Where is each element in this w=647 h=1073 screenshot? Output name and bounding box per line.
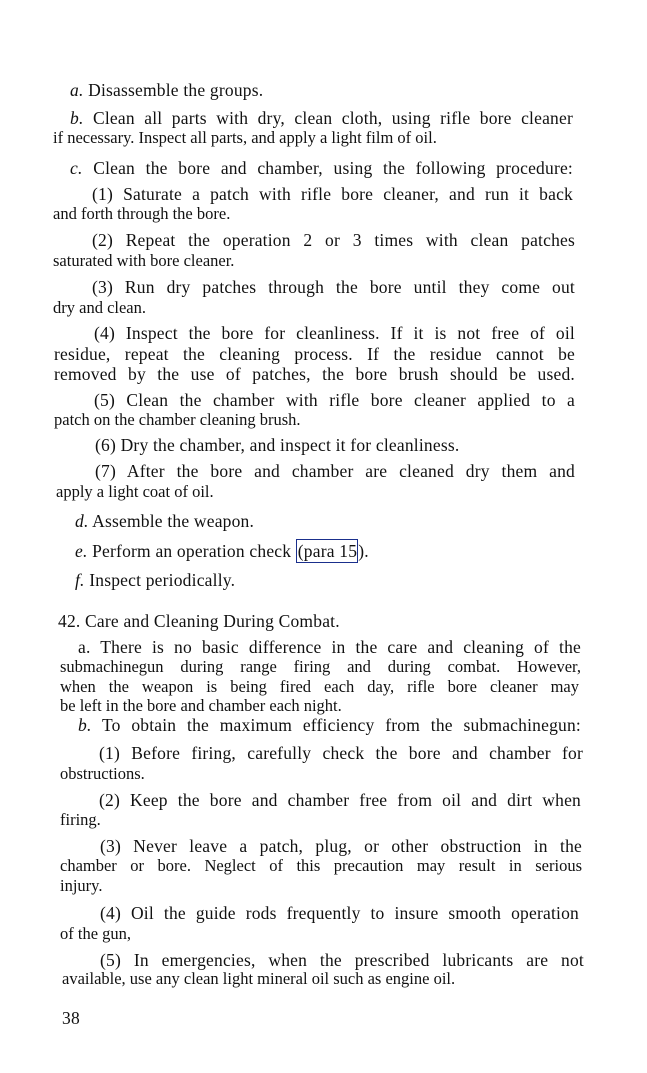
step-f [75,570,235,590]
step-text: Disassemble the groups. [83,80,264,100]
substep-c4-line-1: (4) Inspect the bore for cleanliness. If it is not free of oil [94,323,575,343]
substep-c3-line-2: dry and clean. [53,298,146,317]
substep-c6-line-1: (6) Dry the chamber, and inspect it for cleanliness. [95,435,460,455]
substep-b2-line-2: firing. [60,810,101,829]
step-text: Inspect periodically. [84,570,236,590]
substep-c1-line-2: and forth through the bore. [53,204,231,223]
substep-b2-line-1: (2) Keep the bore and chamber free from oil and dirt when [99,790,581,810]
para-42b [78,715,581,735]
para-42a-line-3: when the weapon is being fired each day, rifle bore cleaner may [60,677,579,696]
step-text: Clean the bore and chamber, using the following procedure: [82,158,573,178]
substep-b3-line-3: injury. [60,876,103,895]
substep-c5-line-1: (5) Clean the chamber with rifle bore cleaner applied to a [94,390,575,410]
para-42a-line-4: be left in the bore and chamber each night. [60,696,342,715]
substep-b5-line-1: (5) In emergencies, when the prescribed lubricants are not [100,950,584,970]
substep-b3-line-2: chamber or bore. Neglect of this precaution may result in serious [60,856,582,875]
step-a [70,80,263,100]
substep-c5-line-2: patch on the chamber cleaning brush. [54,410,301,429]
step-e [75,541,369,561]
para-42a-line-2: submachinegun during range firing and during combat. However, [60,657,581,676]
substep-b4-line-1: (4) Oil the guide rods frequently to insure smooth operation [100,903,579,923]
substep-c2-line-1: (2) Repeat the operation 2 or 3 times with clean patches [92,230,575,250]
step-b-line-1 [70,108,573,128]
substep-c2-line-2: saturated with bore cleaner. [53,251,235,270]
para-42a-line-1: a. There is no basic difference in the care and cleaning of the [78,637,581,657]
page-number: 38 [62,1008,80,1028]
step-text: Perform an operation check [87,541,296,561]
step-text-end: ). [358,541,369,561]
para-15-link[interactable]: (para 15 [297,541,358,561]
step-d [75,511,254,531]
step-letter: d. [75,511,89,531]
substep-c7-line-1: (7) After the bore and chamber are cleaned dry them and [95,461,575,481]
step-letter: a. [70,80,84,100]
substep-b4-line-2: of the gun, [60,924,132,943]
step-text: Clean all parts with dry, clean cloth, using rifle bore cleaner [83,108,573,128]
substep-b1-line-1: (1) Before firing, carefully check the bore and chamber for [99,743,583,763]
substep-c4-line-3: removed by the use of patches, the bore brush should be used. [54,364,575,384]
step-letter: f. [75,570,85,590]
substep-c7-line-2: apply a light coat of oil. [56,482,214,501]
substep-b1-line-2: obstructions. [60,764,145,783]
step-letter: b. [78,715,92,735]
step-c [70,158,573,178]
step-letter: e. [75,541,88,561]
step-b-line-2: if necessary. Inspect all parts, and apply a light film of oil. [53,128,437,147]
section-heading: 42. Care and Cleaning During Combat. [58,611,340,631]
step-text: To obtain the maximum efficiency from the submachinegun: [91,715,581,735]
substep-b3-line-1: (3) Never leave a patch, plug, or other obstruction in the [100,836,582,856]
step-letter: c. [70,158,83,178]
substep-b5-line-2: available, use any clean light mineral oil such as engine oil. [62,969,456,988]
substep-c3-line-1: (3) Run dry patches through the bore until they come out [92,277,575,297]
substep-c1-line-1: (1) Saturate a patch with rifle bore cleaner, and run it back [92,184,573,204]
step-text: Assemble the weapon. [88,511,255,531]
substep-c4-line-2: residue, repeat the cleaning process. If the residue cannot be [54,344,575,364]
step-letter: b. [70,108,84,128]
